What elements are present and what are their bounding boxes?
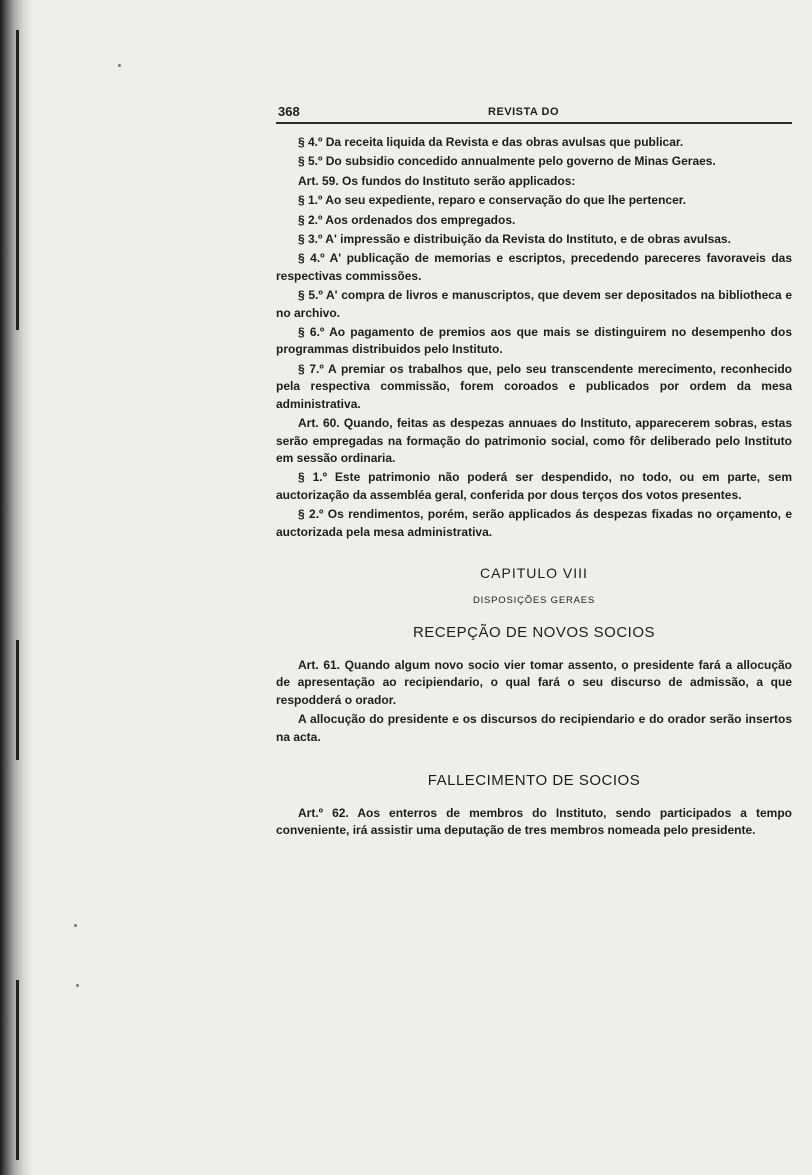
paragraph: Art.º 62. Aos enterros de membros do Instituto, sendo participados a tempo conveniente, irá assistir uma deputação de tres membros nomeada pelo presidente. bbox=[276, 805, 792, 838]
paper-speck bbox=[118, 64, 121, 67]
chapter-subtitle: DISPOSIÇÕES GERAES bbox=[472, 594, 596, 606]
paragraph: § 5.º Do subsidio concedido annualmente pelo governo de Minas Geraes. bbox=[298, 154, 716, 169]
paragraph: A allocução do presidente e os discursos do recipiendario e do orador serão insertos na acta. bbox=[276, 712, 792, 744]
paper-speck bbox=[74, 924, 77, 927]
running-title: REVISTA DO bbox=[488, 106, 560, 118]
paragraph: § 1.º Ao seu expediente, reparo e conservação do que lhe pertencer. bbox=[298, 193, 687, 208]
paragraph: § 4.º Da receita liquida da Revista e das obras avulsas que publicar. bbox=[298, 135, 684, 149]
section-heading: RECEPÇÃO DE NOVOS SOCIOS bbox=[412, 623, 656, 641]
paragraph: § 6.º Ao pagamento de premios aos que mais se distinguirem no desempenho dos programmas distribuidos pelo Instituto. bbox=[276, 325, 792, 357]
paragraph: § 1.º Este patrimonio não poderá ser despendido, no todo, ou em parte, sem auctorização da assembléa geral, conferida por dous terços dos votos presentes. bbox=[276, 470, 792, 502]
section-text bbox=[276, 805, 792, 840]
statute-text bbox=[276, 134, 792, 541]
chapter-title: CAPITULO VIII bbox=[480, 564, 588, 581]
page-number: 368 bbox=[278, 104, 300, 119]
book-page bbox=[276, 100, 792, 840]
paragraph: Art. 61. Quando algum novo socio vier tomar assento, o presidente fará a allocução de apresentação ao recipiendario, o qual fará o seu discurso de admissão, a que respodderá o orador. bbox=[276, 657, 792, 707]
paragraph: § 4.º A' publicação de memorias e escriptos, precedendo pareceres favoraveis das respectivas commissões. bbox=[276, 251, 792, 283]
section-heading: FALLECIMENTO DE SOCIOS bbox=[427, 771, 641, 789]
paragraph: § 5.º A' compra de livros e manuscriptos, que devem ser depositados na bibliotheca e no archivo. bbox=[276, 288, 792, 320]
paragraph: § 2.º Aos ordenados dos empregados. bbox=[298, 212, 516, 227]
paragraph: § 3.º A' impressão e distribuição da Revista do Instituto, e de obras avulsas. bbox=[298, 232, 731, 247]
paragraph: § 7.º A premiar os trabalhos que, pelo seu transcendente merecimento, reconhecido pela respectiva commissão, forem coroados e publicados por ordem da mesa administrativa. bbox=[276, 361, 792, 411]
page-header bbox=[276, 100, 792, 126]
section-text bbox=[276, 657, 792, 746]
paper-speck bbox=[76, 984, 79, 987]
paragraph: Art. 59. Os fundos do Instituto serão applicados: bbox=[298, 173, 576, 188]
paragraph: § 2.º Os rendimentos, porém, serão applicados ás despezas fixadas no orçamento, e auctorizada pela mesa administrativa. bbox=[276, 507, 792, 539]
header-rule bbox=[276, 122, 792, 124]
book-binding-edge bbox=[0, 0, 34, 1175]
paragraph: Art. 60. Quando, feitas as despezas annuaes do Instituto, apparecerem sobras, estas serão empregadas na formação do patrimonio social, como fôr deliberado pelo Instituto em sessão ordinaria. bbox=[276, 416, 792, 465]
